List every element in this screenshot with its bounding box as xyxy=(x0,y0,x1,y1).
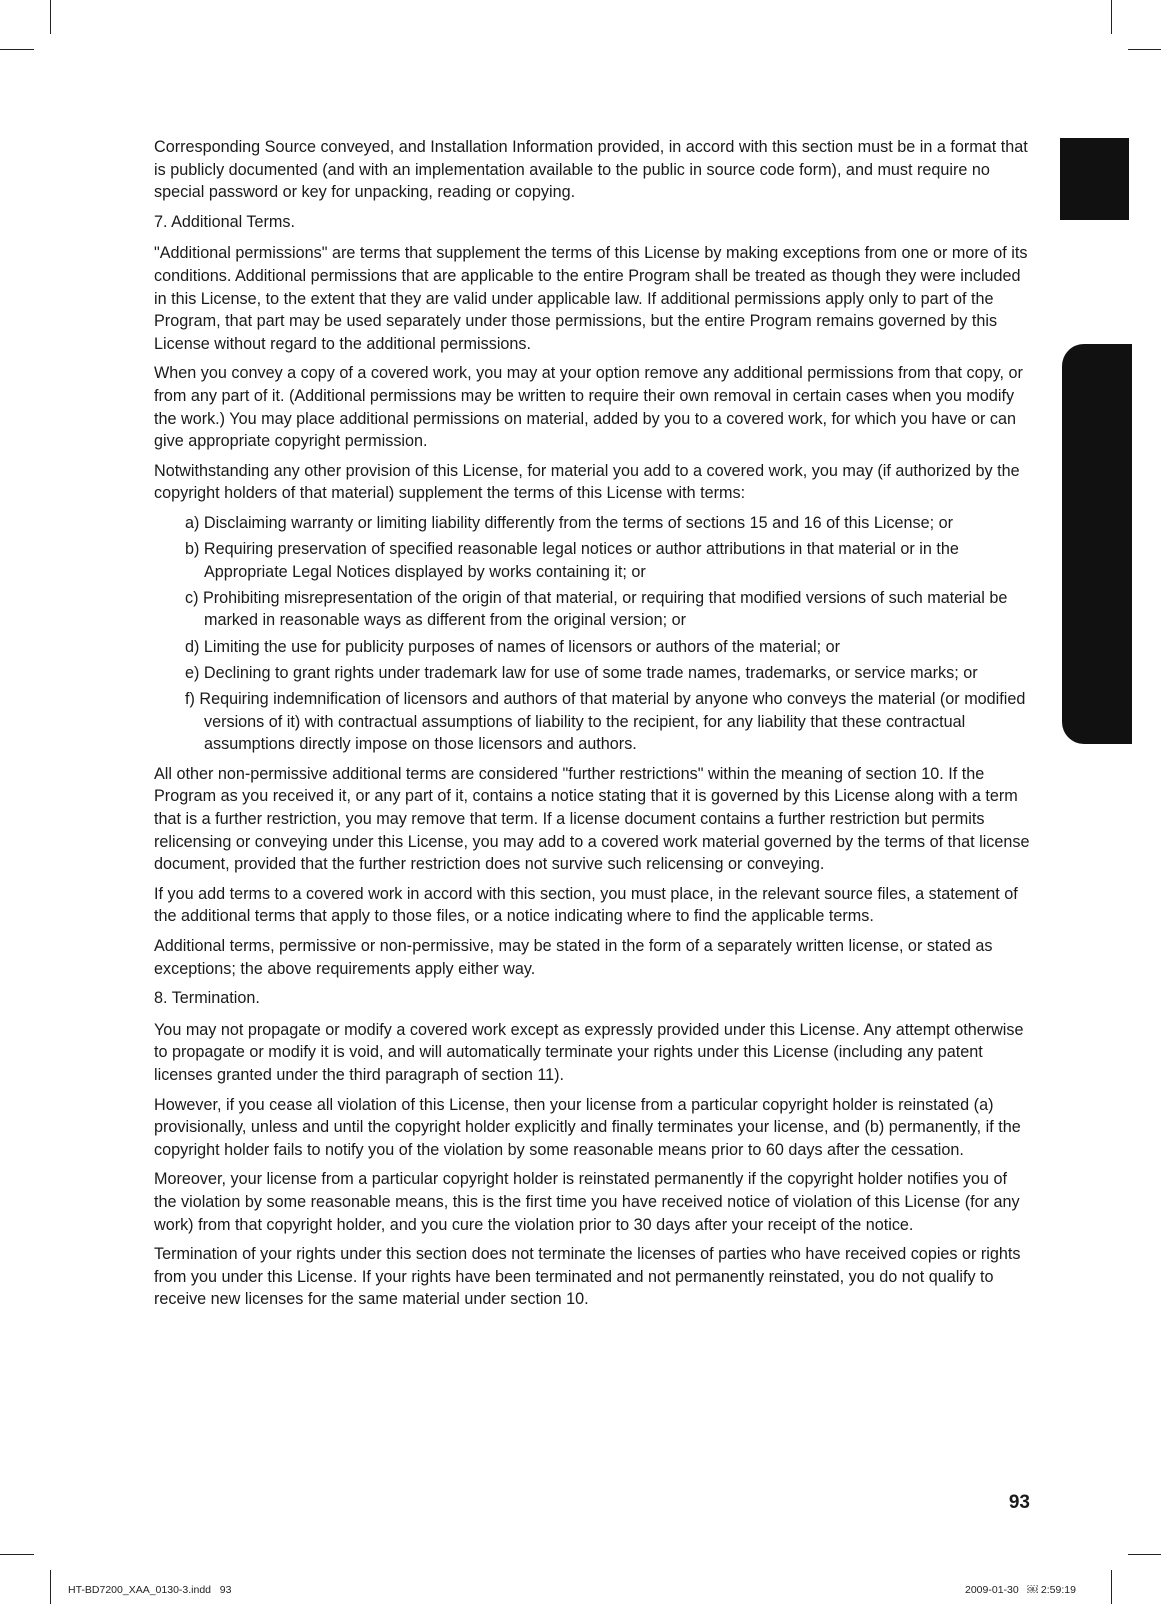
page-number: 93 xyxy=(1008,1492,1030,1513)
section-heading-additional-terms: 7. Additional Terms. xyxy=(154,212,295,231)
paragraph: Termination of your rights under this section does not terminate the licenses of parties who have received copies or rights from you under this License. If your rights have been terminated and not permanently reinstated, you do not qualify to receive new licenses for the same material under section 10. xyxy=(154,1245,1021,1309)
footer-file-name: HT-BD7200_XAA_0130-3.indd 93 xyxy=(68,1584,232,1596)
paragraph: When you convey a copy of a covered work, you may at your option remove any additional permissions from that copy, or from any part of it. (Additional permissions may be written to require their own removal in certain cases when you modify the work.) You may place additional permissions on material, added by you to a covered work, for which you have or can give appropriate copyright permission. xyxy=(154,364,1023,451)
list-item: e) Declining to grant rights under trademark law for use of some trade names, trademarks, or service marks; or xyxy=(185,663,978,682)
terms-list xyxy=(185,512,1030,756)
list-item: f) Requiring indemnification of licensors and authors of that material by anyone who conveys the material (or modified versions of it) with contractual assumptions of liability to the recipient, for any liability that these contractual assumptions directly impose on those licensors and authors. xyxy=(185,690,1026,754)
list-item: a) Disclaiming warranty or limiting liability differently from the terms of sections 15 and 16 of this License; or xyxy=(185,513,954,532)
list-item: c) Prohibiting misrepresentation of the origin of that material, or requiring that modified versions of such material be marked in reasonable ways as different from the original version; or xyxy=(185,588,1008,630)
crop-mark xyxy=(50,1570,51,1604)
crop-mark xyxy=(50,0,51,34)
list-item: d) Limiting the use for publicity purposes of names of licensors or authors of the material; or xyxy=(185,637,841,656)
paragraph: All other non-permissive additional terms are considered "further restrictions" within the meaning of section 10. If the Program as you received it, or any part of it, contains a notice stating that it is governed by this License along with a term that is a further restriction, you may remove that term. If a license document contains a further restriction but permits relicensing or conveying under this License, you may add to a covered work material governed by the terms of that license document, provided that the further restriction does not survive such relicensing or conveying. xyxy=(154,764,1030,874)
crop-mark xyxy=(1111,0,1112,34)
crop-mark xyxy=(0,1554,34,1555)
paragraph: However, if you cease all violation of this License, then your license from a particular copyright holder is reinstated (a) provisionally, unless and until the copyright holder explicitly and finally terminates your license, and (b) permanently, if the copyright holder fails to notify you of the violation by some reasonable means prior to 60 days after the cessation. xyxy=(154,1095,1021,1159)
paragraph: Additional terms, permissive or non-permissive, may be stated in the form of a separately written license, or stated as exceptions; the above requirements apply either way. xyxy=(154,936,993,978)
crop-mark xyxy=(1128,1554,1161,1555)
paragraph: If you add terms to a covered work in accord with this section, you must place, in the relevant source files, a statement of the additional terms that apply to those files, or a notice indicating where to find the applicable terms. xyxy=(154,884,1018,926)
section-tab-marker xyxy=(1060,138,1129,220)
crop-mark xyxy=(1111,1570,1112,1604)
paragraph: Corresponding Source conveyed, and Installation Information provided, in accord with this section must be in a format that is publicly documented (and with an implementation available to the public in source code form), and must require no special password or key for unpacking, reading or copying. xyxy=(154,138,1028,202)
crop-mark xyxy=(1128,49,1161,50)
paragraph: You may not propagate or modify a covered work except as expressly provided under this License. Any attempt otherwise to propagate or modify it is void, and will automatically terminate your rights under this License (including any patent licenses granted under the third paragraph of section 11). xyxy=(154,1020,1024,1084)
footer-timestamp: 2009-01-30 ￼ 2:59:19 xyxy=(965,1584,1076,1596)
license-text-body xyxy=(154,136,1030,1318)
paragraph: "Additional permissions" are terms that supplement the terms of this License by making exceptions from one or more of its conditions. Additional permissions that are applicable to the entire Program shall be treated as though they were included in this License, to the extent that they are valid under applicable law. If additional permissions apply only to part of the Program, that part may be used separately under those permissions, but the entire Program remains governed by this License without regard to the additional permissions. xyxy=(154,244,1028,353)
chapter-tab-marker xyxy=(1062,344,1132,744)
crop-mark xyxy=(0,49,34,50)
paragraph: Moreover, your license from a particular copyright holder is reinstated permanently if the copyright holder notifies you of the violation by some reasonable means, this is the first time you have received notice of violation of this License (for any work) from that copyright holder, and you cure the violation prior to 30 days after your receipt of the notice. xyxy=(154,1170,1020,1234)
paragraph: Notwithstanding any other provision of this License, for material you add to a covered work, you may (if authorized by the copyright holders of that material) supplement the terms of this License with terms: xyxy=(154,461,1020,503)
section-heading-termination: 8. Termination. xyxy=(154,989,260,1008)
list-item: b) Requiring preservation of specified reasonable legal notices or author attributions in that material or in the Appropriate Legal Notices displayed by works containing it; or xyxy=(185,540,959,581)
